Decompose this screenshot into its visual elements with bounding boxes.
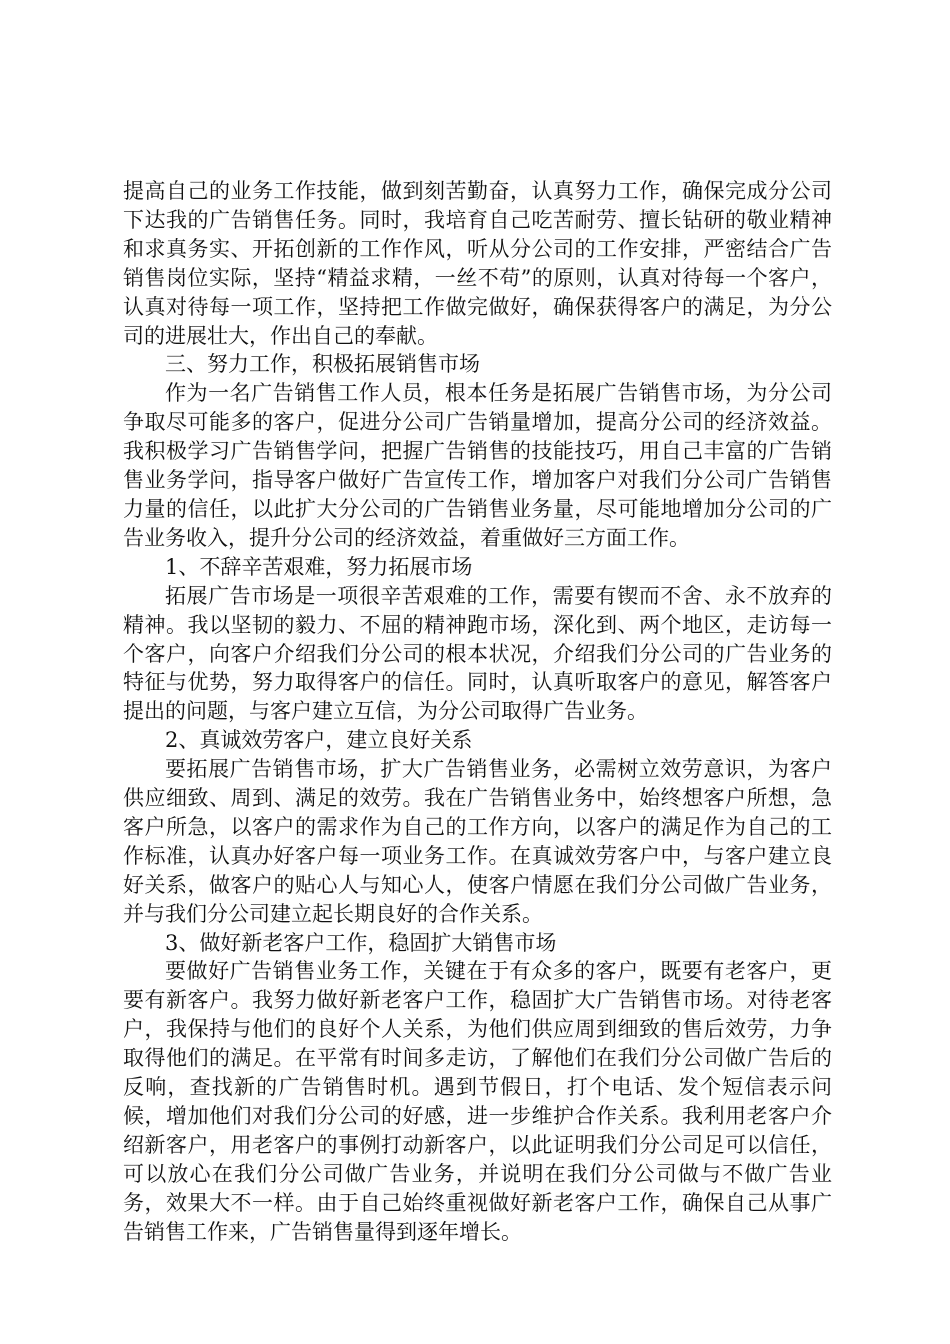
paragraph-continuation: 提高自己的业务工作技能，做到刻苦勤奋，认真努力工作，确保完成分公司下达我的广告销售任务。同时，我培育自己吃苦耐劳、擅长钻研的敬业精神和求真务实、开拓创新的工作作风，听从分公司的工作安排，严密结合广告销售岗位实际，坚持“精益求精，一丝不苟”的原则，认真对待每一个客户，认真对待每一项工作，坚持把工作做完做好，确保获得客户的满足，为分公司的进展壮大，作出自己的奉献。 (123, 179, 832, 348)
section-heading-3: 三、努力工作，积极拓展销售市场 (165, 352, 480, 377)
document-body (123, 177, 832, 1247)
subheading-1: 1、不辞辛苦艰难，努力拓展市场 (165, 554, 473, 579)
paragraph-subsection-3: 要做好广告销售业务工作，关键在于有众多的客户，既要有老客户，更要有新客户。我努力做好新老客户工作，稳固扩大广告销售市场。对待老客户，我保持与他们的良好个人关系，为他们供应周到细致的售后效劳，力争取得他们的满足。在平常有时间多走访，了解他们在我们分公司做广告后的反响，查找新的广告销售时机。遇到节假日，打个电话、发个短信表示问候，增加他们对我们分公司的好感，进一步维护合作关系。我利用老客户介绍新客户，用老客户的事例打动新客户，以此证明我们分公司足可以信任，可以放心在我们分公司做广告业务，并说明在我们分公司做与不做广告业务，效果大不一样。由于自己始终重视做好新老客户工作，确保自己从事广告销售工作来，广告销售量得到逐年增长。 (123, 959, 832, 1244)
subheading-3: 3、做好新老客户工作，稳固扩大销售市场 (165, 930, 557, 955)
paragraph-subsection-2: 要拓展广告销售市场，扩大广告销售业务，必需树立效劳意识，为客户供应细致、周到、满足的效劳。我在广告销售业务中，始终想客户所想，急客户所急，以客户的需求作为自己的工作方向，以客户的满足作为自己的工作标准，认真办好客户每一项业务工作。在真诚效劳客户中，与客户建立良好关系，做客户的贴心人与知心人，使客户情愿在我们分公司做广告业务，并与我们分公司建立起长期良好的合作关系。 (123, 757, 832, 926)
subheading-2: 2、真诚效劳客户，建立良好关系 (165, 728, 473, 753)
paragraph-subsection-1: 拓展广告市场是一项很辛苦艰难的工作，需要有锲而不舍、永不放弃的精神。我以坚韧的毅力、不屈的精神跑市场，深化到、两个地区，走访每一个客户，向客户介绍我们分公司的根本状况，介绍我们分公司的广告业务的特征与优势，努力取得客户的信任。同时，认真听取客户的意见，解答客户提出的问题，与客户建立互信，为分公司取得广告业务。 (123, 583, 832, 724)
paragraph-section-3-intro: 作为一名广告销售工作人员，根本任务是拓展广告销售市场，为分公司争取尽可能多的客户，促进分公司广告销量增加，提高分公司的经济效益。我积极学习广告销售学问，把握广告销售的技能技巧，用自己丰富的广告销售业务学问，指导客户做好广告宣传工作，增加客户对我们分公司广告销售力量的信任，以此扩大分公司的广告销售业务量，尽可能地增加分公司的广告业务收入，提升分公司的经济效益，着重做好三方面工作。 (123, 381, 832, 550)
